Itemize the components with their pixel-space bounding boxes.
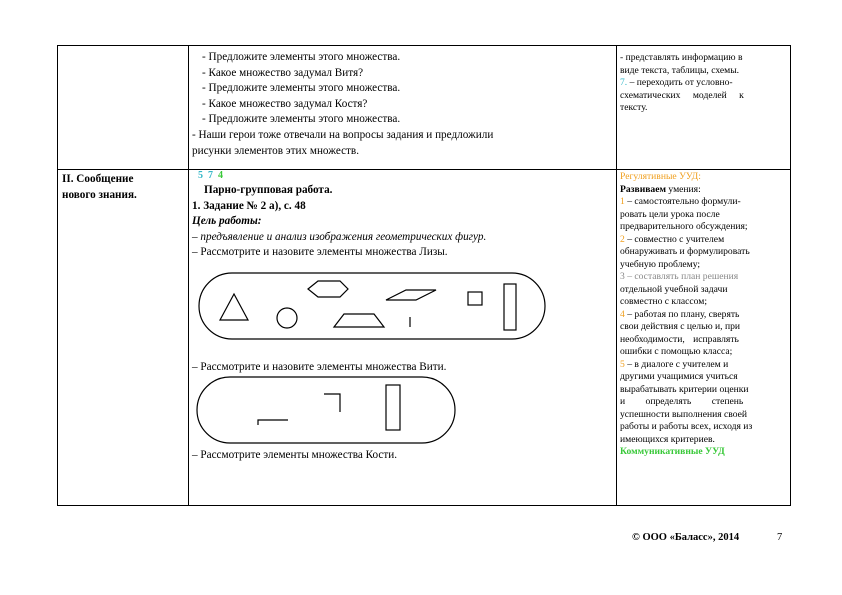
vitya-prompt: – Рассмотрите и назовите элементы множества Вити. xyxy=(192,361,447,373)
work-title: Парно-групповая работа. xyxy=(204,184,333,196)
question-line: - Предложите элементы этого множества. xyxy=(202,82,401,95)
question-line: рисунки элементов этих множеств. xyxy=(192,144,360,157)
question-line: - Какое множество задумал Костя? xyxy=(202,97,368,110)
rectangle-shape xyxy=(386,385,400,430)
uud-text: ошибки с помощью класса; xyxy=(620,346,733,357)
vitya-set-figure xyxy=(196,376,458,446)
column-divider-2 xyxy=(616,45,617,506)
stage-title-line: нового знания. xyxy=(62,188,137,201)
uud-number: 7. xyxy=(620,77,628,88)
vitya-prompt-block xyxy=(192,360,612,376)
uud-line: тексту. xyxy=(620,102,648,113)
uud-text: совместно с классом; xyxy=(620,296,707,307)
uud-text: отдельной учебной задачи xyxy=(620,283,728,295)
circle-shape xyxy=(277,308,297,328)
uud-number: 3 xyxy=(620,271,625,282)
uud-number: 5 xyxy=(620,358,625,370)
set-oval xyxy=(197,377,455,443)
uud-text: свои действия с целью и, при xyxy=(620,321,741,332)
uud-text: обнаруживать и формулировать xyxy=(620,246,750,257)
task-title: 1. Задание № 2 а), с. 48 xyxy=(192,199,306,212)
uud-line: схематических моделей к xyxy=(620,89,744,101)
uud-text: – в диалоге с учителем и xyxy=(624,358,729,370)
uud-number: 1 xyxy=(620,196,625,207)
top-row-uud xyxy=(620,52,785,115)
stage-title-line: II. Сообщение xyxy=(62,173,134,185)
uud-text: – составлять план решения xyxy=(624,271,739,282)
uud-text: работы и работы всех, исходя из xyxy=(620,421,753,432)
broken-line-shape xyxy=(258,420,288,425)
task-block xyxy=(192,169,612,261)
uud-text: учебную проблему; xyxy=(620,258,701,270)
develop-text: умения: xyxy=(666,183,701,195)
uud-text: и определять степень xyxy=(620,396,744,407)
kostya-prompt: – Рассмотрите элементы множества Кости. xyxy=(192,449,398,461)
uud-line: - представлять информацию в xyxy=(620,52,743,63)
uud-code: 5 xyxy=(198,170,203,181)
uud-line: – переходить от условно- xyxy=(627,77,733,88)
set-oval xyxy=(199,273,545,339)
liza-set-figure xyxy=(198,272,548,342)
question-line: - Наши герои тоже отвечали на вопросы задания и предложили xyxy=(192,128,494,141)
rectangle-shape xyxy=(504,284,516,330)
uud-text: ровать цели урока после xyxy=(620,208,720,220)
question-line: - Предложите элементы этого множества. xyxy=(202,51,401,63)
stage-title xyxy=(62,172,186,203)
uud-text: – работая по плану, сверять xyxy=(624,308,740,320)
goal-label: Цель работы: xyxy=(192,215,262,228)
regulative-title: Регулятивные УУД: xyxy=(620,171,701,182)
uud-number: 4 xyxy=(620,308,625,320)
table-right-border xyxy=(790,45,791,506)
triangle-shape xyxy=(220,294,248,320)
uud-code: 4 xyxy=(218,170,223,181)
uud-text: – самостоятельно формули- xyxy=(624,196,741,207)
uud-text: – совместно с учителем xyxy=(624,233,725,245)
table-left-border xyxy=(57,45,58,506)
column-divider-1 xyxy=(188,45,189,506)
kostya-prompt-block xyxy=(192,448,612,464)
uud-text: другими учащимися учиться xyxy=(620,371,738,382)
uud-line: виде текста, таблицы, схемы. xyxy=(620,64,740,76)
trapezoid-shape xyxy=(334,314,384,327)
uud-text: успешности выполнения своей xyxy=(620,408,748,420)
regulative-uud xyxy=(620,171,785,459)
question-line: - Какое множество задумал Витя? xyxy=(202,66,364,79)
broken-line-shape xyxy=(324,394,340,412)
uud-text: необходимости, исправлять xyxy=(620,333,739,345)
liza-prompt: – Рассмотрите и назовите элементы множества Лизы. xyxy=(192,246,448,259)
question-line: - Предложите элементы этого множества. xyxy=(202,113,401,126)
hexagon-shape xyxy=(308,281,348,297)
table-bottom-border xyxy=(57,505,791,506)
uud-code: 7 xyxy=(208,170,213,181)
develop-label: Развиваем xyxy=(620,183,666,195)
uud-text: имеющихся критериев. xyxy=(620,433,715,445)
uud-text: предварительного обсуждения; xyxy=(620,221,748,232)
goal-text: – предъявление и анализ изображения геометрических фигур. xyxy=(192,230,487,243)
parallelogram-shape xyxy=(386,290,436,300)
communicative-title: Коммуникативные УУД xyxy=(620,446,725,457)
uud-text: вырабатывать критерии оценки xyxy=(620,383,749,395)
top-row-questions xyxy=(192,50,612,159)
uud-number: 2 xyxy=(620,233,625,245)
table-top-border xyxy=(57,45,791,46)
square-shape xyxy=(468,292,482,305)
page-number: 7 xyxy=(777,532,783,543)
copyright-footer: © ООО «Баласс», 2014 xyxy=(632,532,740,543)
